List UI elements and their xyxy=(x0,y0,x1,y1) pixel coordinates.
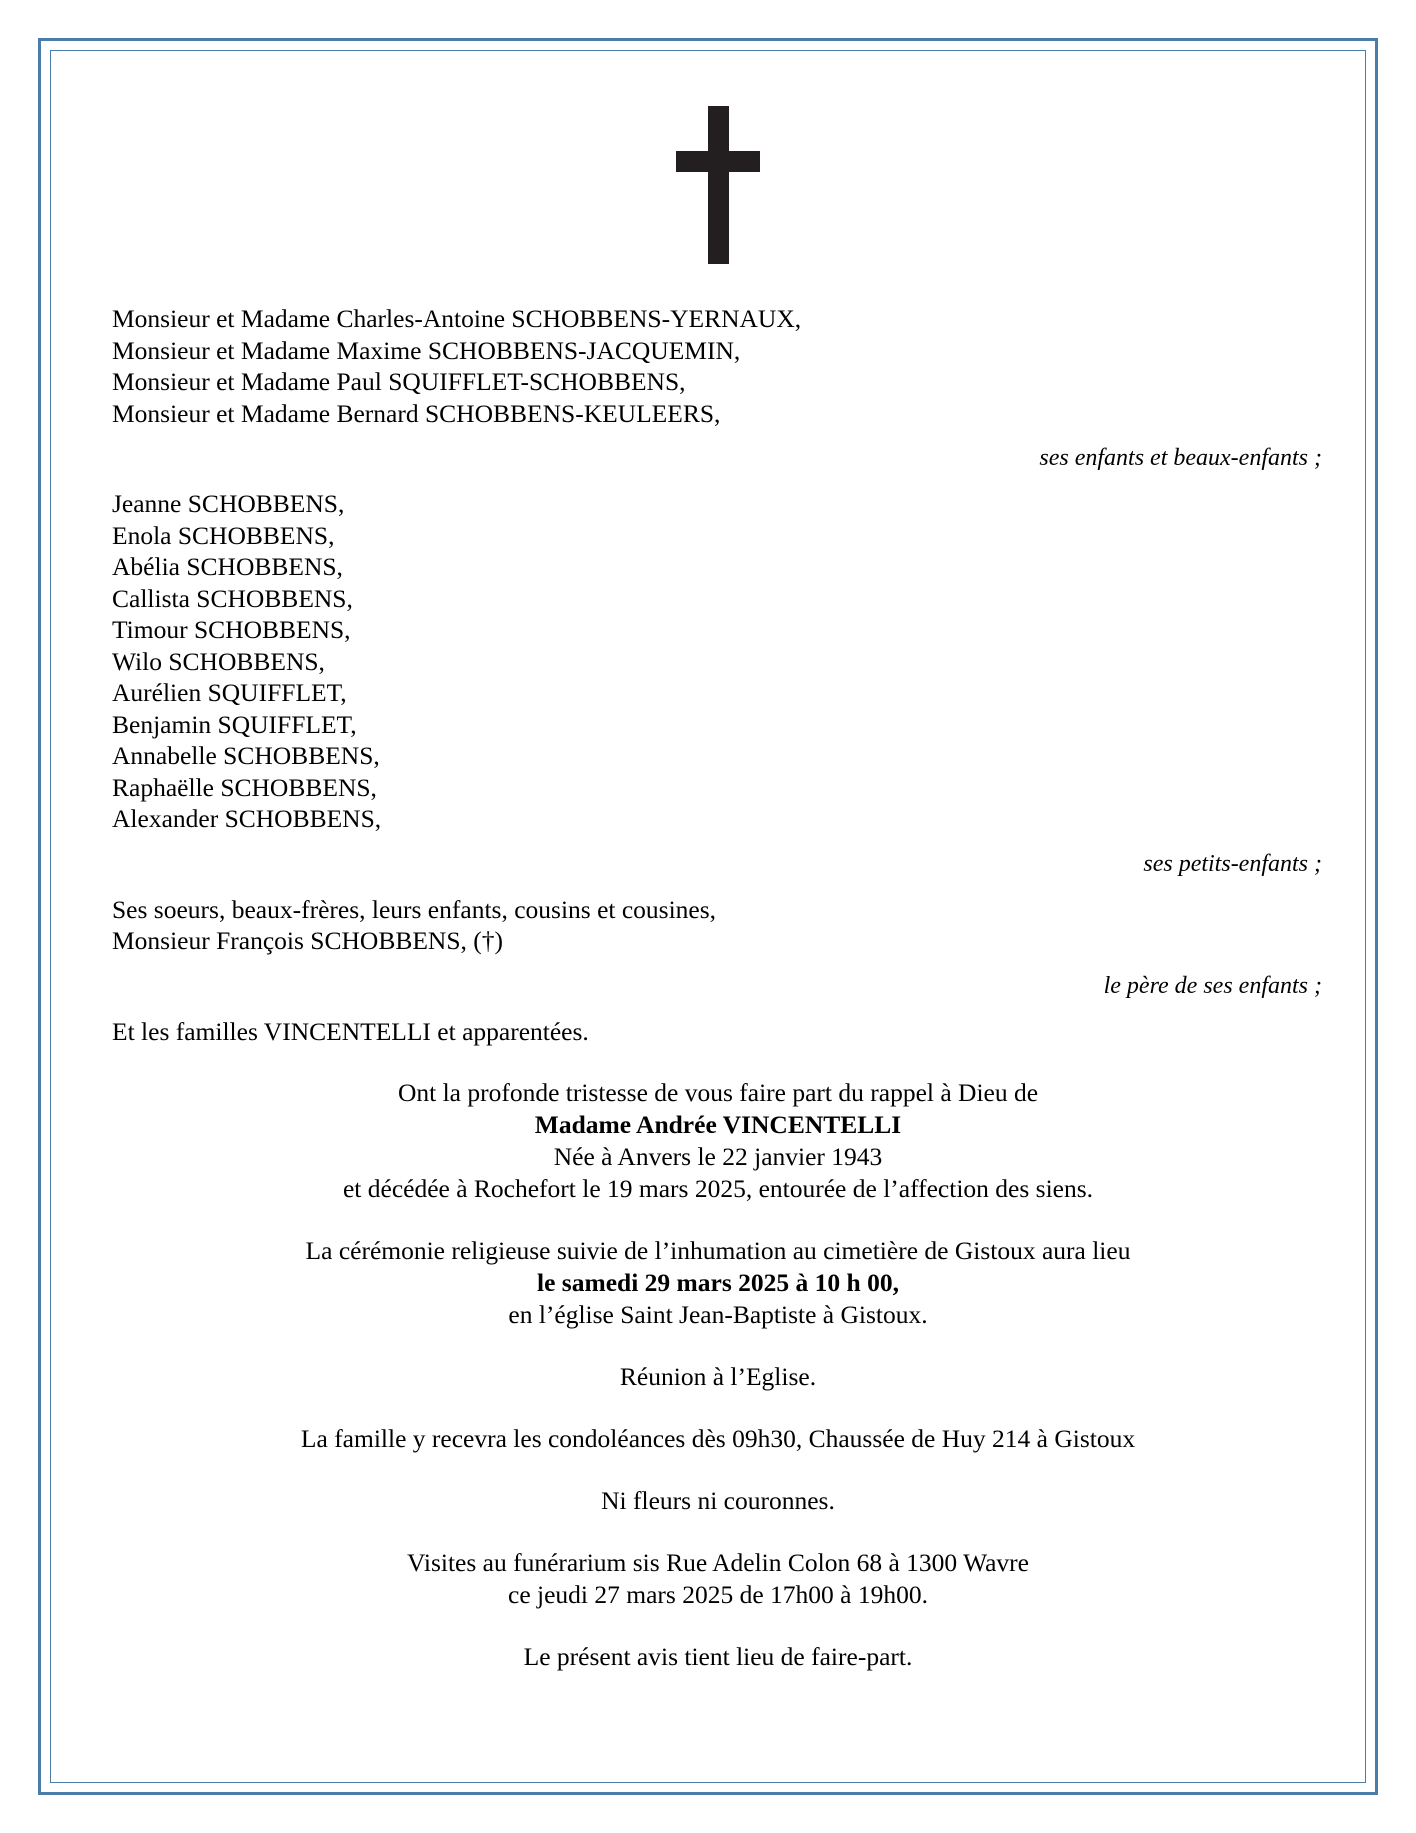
grandchildren-block xyxy=(112,488,1324,835)
grandchild-line: Jeanne SCHOBBENS, xyxy=(112,489,345,518)
family-line: Monsieur et Madame Charles-Antoine SCHOBBENS-YERNAUX, xyxy=(112,304,802,333)
cross-header xyxy=(112,84,1324,303)
deceased-name: Madame Andrée VINCENTELLI xyxy=(534,1110,902,1139)
spacer xyxy=(112,1002,1324,1016)
spacer xyxy=(112,835,1324,849)
visits-block xyxy=(112,1547,1324,1611)
grandchild-line: Annabelle SCHOBBENS, xyxy=(112,741,380,770)
announcement-intro: Ont la profonde tristesse de vous faire part du rappel à Dieu de xyxy=(397,1078,1039,1107)
ceremony-block xyxy=(112,1235,1324,1331)
obituary-content xyxy=(112,84,1324,1673)
visits-line-2: ce jeudi 27 mars 2025 de 17h00 à 19h00. xyxy=(508,1580,928,1609)
reunion-line: Réunion à l’Eglise. xyxy=(619,1362,817,1391)
ceremony-location: en l’église Saint Jean-Baptiste à Gistoux. xyxy=(508,1300,928,1329)
families-block xyxy=(112,1016,1324,1048)
family-role-label: ses enfants et beaux-enfants ; xyxy=(1039,445,1322,471)
spacer xyxy=(112,474,1324,488)
death-info: et décédée à Rochefort le 19 mars 2025, entourée de l’affection des siens. xyxy=(342,1174,1094,1203)
family-line: Monsieur et Madame Maxime SCHOBBENS-JACQUEMIN, xyxy=(112,335,741,365)
spacer xyxy=(112,957,1324,971)
relatives-line: Ses soeurs, beaux-frères, leurs enfants, cousins et cousines, xyxy=(112,894,717,924)
spacer xyxy=(112,429,1324,443)
spacer xyxy=(112,1047,1324,1077)
family-line: Monsieur et Madame Bernard SCHOBBENS-KEULEERS, xyxy=(112,398,721,428)
grandchild-line: Abélia SCHOBBENS, xyxy=(112,552,343,581)
grandchild-line: Alexander SCHOBBENS, xyxy=(112,804,382,833)
spacer xyxy=(112,1517,1324,1547)
reunion-block xyxy=(112,1361,1324,1393)
grandchild-line: Timour SCHOBBENS, xyxy=(112,615,351,644)
relatives-block xyxy=(112,894,1324,957)
spacer xyxy=(112,880,1324,894)
closing-line: Le présent avis tient lieu de faire-part. xyxy=(523,1642,913,1671)
grandchild-line: Benjamin SQUIFFLET, xyxy=(112,709,357,739)
spacer xyxy=(112,1455,1324,1485)
cross-horizontal-bar xyxy=(676,151,760,172)
announcement-block xyxy=(112,1077,1324,1205)
family-block xyxy=(112,303,1324,429)
spacer xyxy=(112,1205,1324,1235)
condolences-line: La famille y recevra les condoléances dès 09h30, Chaussée de Huy 214 à Gistoux xyxy=(300,1424,1136,1453)
grandchild-line: Raphaëlle SCHOBBENS, xyxy=(112,772,377,802)
father-role-label: le père de ses enfants ; xyxy=(1103,972,1322,999)
grandchild-line: Enola SCHOBBENS, xyxy=(112,520,335,550)
spacer xyxy=(112,1611,1324,1641)
visits-line-1: Visites au funérarium sis Rue Adelin Colon 68 à 1300 Wavre xyxy=(406,1548,1029,1577)
spacer xyxy=(112,1331,1324,1361)
condolences-block xyxy=(112,1423,1324,1455)
cross-vertical-bar xyxy=(708,106,729,264)
grandchild-line: Callista SCHOBBENS, xyxy=(112,583,353,613)
grandchildren-role-label: ses petits-enfants ; xyxy=(1143,850,1322,877)
families-line: Et les familles VINCENTELLI et apparentées. xyxy=(112,1016,589,1046)
closing-block xyxy=(112,1641,1324,1673)
ceremony-line-1: La cérémonie religieuse suivie de l’inhumation au cimetière de Gistoux aura lieu xyxy=(305,1236,1131,1265)
ceremony-date: le samedi 29 mars 2025 à 10 h 00, xyxy=(537,1268,899,1297)
grandchild-line: Aurélien SQUIFFLET, xyxy=(112,678,347,707)
family-line: Monsieur et Madame Paul SQUIFFLET-SCHOBBENS, xyxy=(112,367,686,396)
spacer xyxy=(112,1393,1324,1423)
flowers-block xyxy=(112,1485,1324,1517)
grandchild-line: Wilo SCHOBBENS, xyxy=(112,646,325,676)
flowers-line: Ni fleurs ni couronnes. xyxy=(601,1486,835,1515)
latin-cross-icon xyxy=(676,106,760,264)
birth-info: Née à Anvers le 22 janvier 1943 xyxy=(553,1142,883,1171)
relatives-line: Monsieur François SCHOBBENS, (†) xyxy=(112,926,504,955)
